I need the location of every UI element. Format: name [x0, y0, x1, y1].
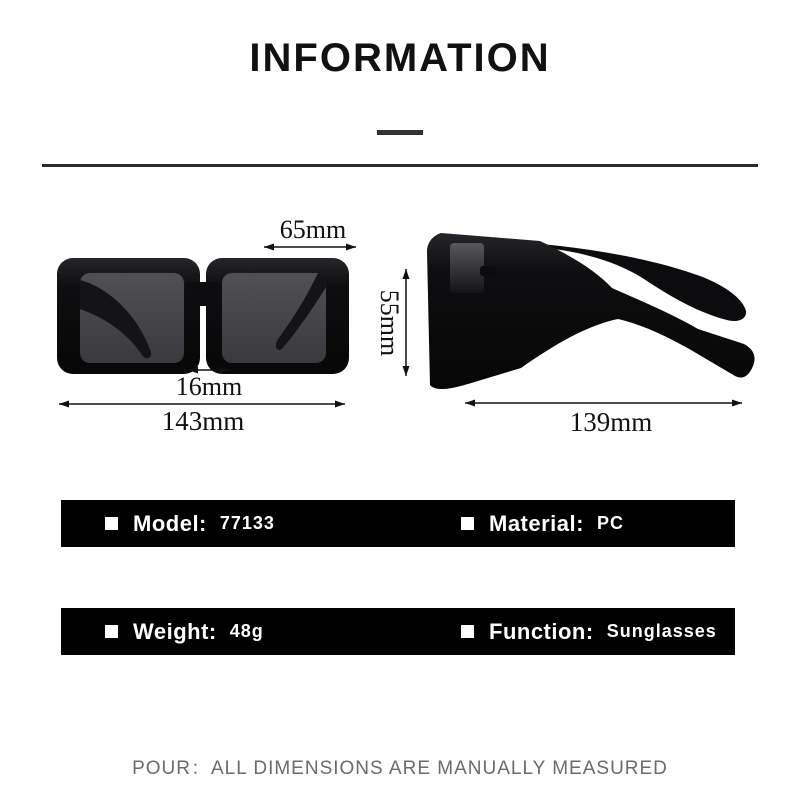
spec-label: Material:: [489, 510, 584, 536]
bullet-square-icon: [105, 517, 118, 530]
spec-value: 48g: [229, 621, 264, 641]
spec-item-weight: [105, 619, 264, 645]
spec-label: Model:: [133, 510, 207, 536]
sunglasses-side-view-image: [427, 233, 755, 389]
page-title: INFORMATION: [249, 36, 551, 80]
spec-label: Function:: [489, 618, 594, 644]
frame-height-label: 55mm: [375, 289, 404, 357]
spec-value: Sunglasses: [606, 621, 717, 641]
spec-item-material: [461, 511, 624, 537]
bridge-width-label: 16mm: [175, 372, 243, 401]
spec-value: 77133: [219, 513, 275, 533]
total-width-label: 143mm: [161, 406, 245, 436]
spec-value: PC: [596, 513, 624, 533]
temple-length-label: 139mm: [569, 407, 653, 437]
spec-item-function: [461, 619, 717, 645]
lens-width-label: 65mm: [279, 215, 347, 244]
bullet-square-icon: [461, 625, 474, 638]
sunglasses-front-view-image: [57, 258, 349, 374]
bullet-square-icon: [461, 517, 474, 530]
spec-item-model: [105, 511, 275, 537]
bullet-square-icon: [105, 625, 118, 638]
spec-bar-weight-function: [61, 608, 735, 655]
spec-bar-model-material: [61, 500, 735, 547]
measurement-disclaimer: POUR：ALL DIMENSIONS ARE MANUALLY MEASURED: [132, 758, 668, 779]
spec-label: Weight:: [133, 618, 217, 644]
